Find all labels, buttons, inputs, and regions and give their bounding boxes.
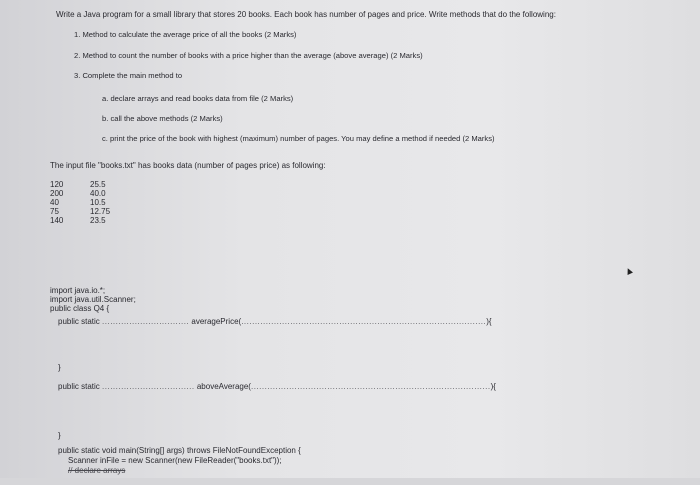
code-comment-line: // declare arrays <box>68 466 126 475</box>
table-cell-price: 10.5 <box>90 198 106 207</box>
file-note: The input file "books.txt" has books data (number of pages price) as following: <box>50 161 326 170</box>
table-cell-price: 23.5 <box>90 216 106 225</box>
method-modifier: public static <box>58 382 100 391</box>
code-scanner-line: Scanner inFile = new Scanner(new FileReader("books.txt")); <box>68 456 282 465</box>
table-cell-price: 40.0 <box>90 189 106 198</box>
method-open-brace: ){ <box>486 317 492 326</box>
question-subitem-b: b. call the above methods (2 Marks) <box>102 114 223 123</box>
question-item-1: 1. Method to calculate the average price of all the books (2 Marks) <box>74 30 297 39</box>
code-main-declaration: public static void main(String[] args) throws FileNotFoundException { <box>58 446 301 455</box>
table-cell-pages: 120 <box>50 180 64 189</box>
question-subitem-c: c. print the price of the book with highest (maximum) number of pages. You may define a method if needed (2 Marks) <box>102 134 495 143</box>
code-import-io: import java.io.*; <box>50 286 106 295</box>
question-subitem-a: a. declare arrays and read books data from file (2 Marks) <box>102 94 294 103</box>
table-cell-pages: 140 <box>50 216 64 225</box>
code-close-brace-1: } <box>58 363 61 372</box>
code-method-aboveaverage <box>58 382 496 391</box>
page-bottom-edge <box>0 478 700 485</box>
code-import-scanner: import java.util.Scanner; <box>50 295 136 304</box>
code-class-declaration: public class Q4 { <box>50 304 110 313</box>
code-method-averageprice <box>58 317 492 326</box>
blank-parameters: ........................................................................................ <box>250 382 491 391</box>
method-modifier: public static <box>58 317 100 326</box>
question-intro: Write a Java program for a small library that stores 20 books. Each book has number of pages and price. Write methods that do the following: <box>56 10 556 19</box>
blank-return-type: ................................ <box>102 317 190 326</box>
table-cell-pages: 40 <box>50 198 59 207</box>
method-name: aboveAverage( <box>196 382 251 391</box>
method-name: averagePrice( <box>191 317 242 326</box>
question-item-2: 2. Method to count the number of books with a price higher than the average (above average) (2 Marks) <box>74 51 423 60</box>
table-cell-price: 25.5 <box>90 180 106 189</box>
code-close-brace-2: } <box>58 431 61 440</box>
table-cell-price: 12.75 <box>90 207 111 216</box>
table-cell-pages: 200 <box>50 189 64 198</box>
cursor-icon <box>625 267 633 275</box>
blank-return-type: .................................. <box>102 382 195 391</box>
method-open-brace: ){ <box>490 382 496 391</box>
question-item-3: 3. Complete the main method to <box>74 71 183 80</box>
blank-parameters: .......................................................................................... <box>241 317 487 326</box>
table-cell-pages: 75 <box>50 207 59 216</box>
